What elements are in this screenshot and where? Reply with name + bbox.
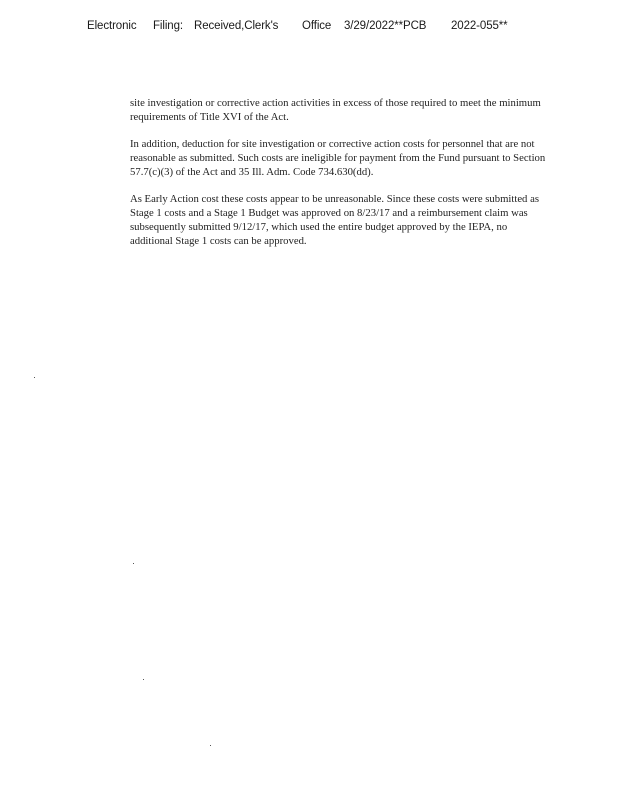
header-received: Received,Clerk's <box>194 20 279 32</box>
header-date-pcb: 3/29/2022**PCB <box>344 20 427 32</box>
paragraph-personnel-costs: In addition, deduction for site investigation or corrective action costs for personnel that are not reasonable as submitted. Such costs are ineligible for payment from the Fund pursuant to Section 57.7(c)(3) of the Act and 35 Ill. Adm. Code 734.630(dd). <box>130 138 546 178</box>
scan-speck <box>133 563 134 564</box>
paragraph-title-xvi: site investigation or corrective action activities in excess of those required to meet the minimum requirements of Title XVI of the Act. <box>130 97 541 123</box>
header-filing: Filing: <box>153 20 183 32</box>
header-electronic: Electronic <box>87 20 137 32</box>
header-office: Office <box>302 20 332 32</box>
scan-speck <box>210 745 211 746</box>
scan-speck <box>34 377 35 378</box>
scan-speck <box>143 679 144 680</box>
document-body <box>130 96 546 261</box>
header-case-number: 2022-055** <box>451 20 508 32</box>
filing-stamp-header <box>0 20 618 36</box>
paragraph-early-action: As Early Action cost these costs appear to be unreasonable. Since these costs were submitted as Stage 1 costs and a Stage 1 Budget was approved on 8/23/17 and a reimbursement claim was subsequently submitted 9/12/17, which used the entire budget approved by the IEPA, no additional Stage 1 costs can be approved. <box>130 193 539 247</box>
